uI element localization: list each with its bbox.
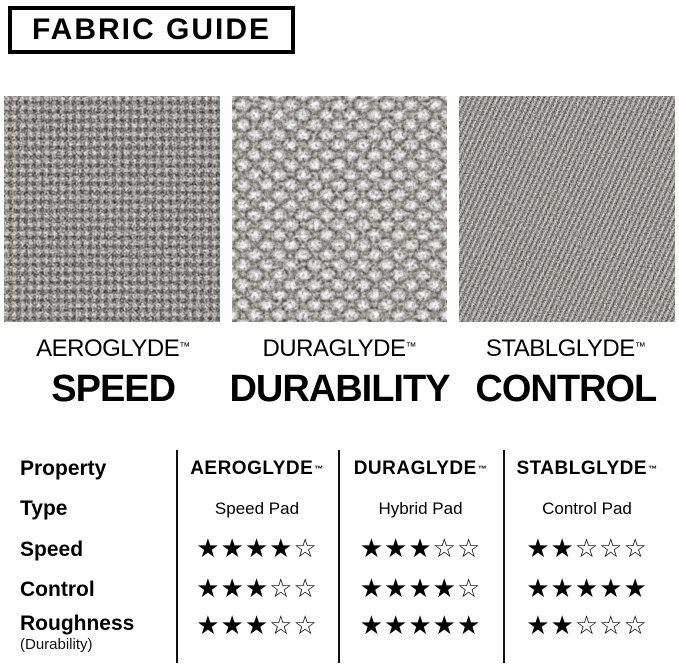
fabric-swatch-aeroglyde bbox=[4, 96, 220, 322]
trademark-symbol: ™ bbox=[405, 341, 417, 353]
header-text: STABLGLYDE bbox=[516, 458, 648, 479]
trademark-symbol: ™ bbox=[634, 341, 646, 353]
row-label-type: Type bbox=[20, 497, 68, 520]
rating-control-aeroglyde: ★★★☆☆ bbox=[196, 573, 318, 603]
rating-roughness-aeroglyde: ★★★☆☆ bbox=[196, 610, 318, 640]
fabric-swatch-stablglyde bbox=[459, 96, 675, 322]
row-label-control: Control bbox=[20, 578, 95, 601]
tagline-speed: SPEED bbox=[51, 368, 176, 410]
rating-speed-duraglyde: ★★★☆☆ bbox=[359, 533, 482, 563]
fabric-name-text: STABLGLYDE bbox=[485, 335, 635, 362]
fabric-name-text: DURAGLYDE bbox=[262, 335, 406, 362]
header-property: Property bbox=[20, 457, 107, 480]
header-stablglyde bbox=[503, 450, 671, 488]
trademark-symbol: ™ bbox=[648, 464, 658, 474]
roughness-label: Roughness bbox=[20, 612, 135, 635]
header-aeroglyde bbox=[176, 450, 338, 488]
rating-control-stablglyde: ★★★★★ bbox=[526, 573, 648, 603]
fabric-name-stablglyde bbox=[453, 335, 679, 363]
rating-speed-stablglyde: ★★☆☆☆ bbox=[526, 533, 648, 563]
rating-control-duraglyde: ★★★★☆ bbox=[359, 573, 482, 603]
texture-grain-overlay bbox=[459, 96, 675, 322]
header-text: DURAGLYDE bbox=[353, 458, 477, 479]
column-divider bbox=[503, 450, 505, 663]
comparison-table bbox=[8, 450, 671, 663]
trademark-symbol: ™ bbox=[314, 464, 324, 474]
fabric-name-aeroglyde bbox=[0, 335, 226, 363]
header-text: AEROGLYDE bbox=[190, 458, 314, 479]
tagline-durability: DURABILITY bbox=[229, 368, 450, 410]
title-box bbox=[8, 6, 295, 54]
header-duraglyde bbox=[338, 450, 503, 488]
tagline-row bbox=[0, 368, 679, 411]
type-stablglyde: Control Pad bbox=[542, 499, 632, 518]
fabric-name-text: AEROGLYDE bbox=[36, 335, 180, 362]
column-divider bbox=[338, 450, 340, 663]
tagline-control: CONTROL bbox=[475, 368, 657, 410]
row-label-speed: Speed bbox=[20, 538, 84, 561]
row-label-roughness bbox=[8, 610, 176, 663]
texture-grain-overlay bbox=[232, 96, 448, 322]
trademark-symbol: ™ bbox=[179, 341, 191, 353]
roughness-sublabel: (Durability) bbox=[20, 636, 93, 653]
texture-grain-overlay bbox=[4, 96, 220, 322]
rating-roughness-stablglyde: ★★☆☆☆ bbox=[526, 610, 648, 640]
type-duraglyde: Hybrid Pad bbox=[378, 499, 463, 518]
trademark-symbol: ™ bbox=[477, 464, 488, 474]
page-title: FABRIC GUIDE bbox=[32, 13, 272, 46]
fabric-name-row bbox=[0, 335, 679, 363]
rating-speed-aeroglyde: ★★★★☆ bbox=[196, 533, 318, 563]
fabric-swatch-duraglyde bbox=[232, 96, 448, 322]
column-divider bbox=[176, 450, 178, 663]
fabric-name-duraglyde bbox=[226, 335, 452, 363]
type-aeroglyde: Speed Pad bbox=[214, 499, 300, 518]
rating-roughness-duraglyde: ★★★★★ bbox=[359, 610, 482, 640]
swatch-row bbox=[4, 96, 675, 322]
